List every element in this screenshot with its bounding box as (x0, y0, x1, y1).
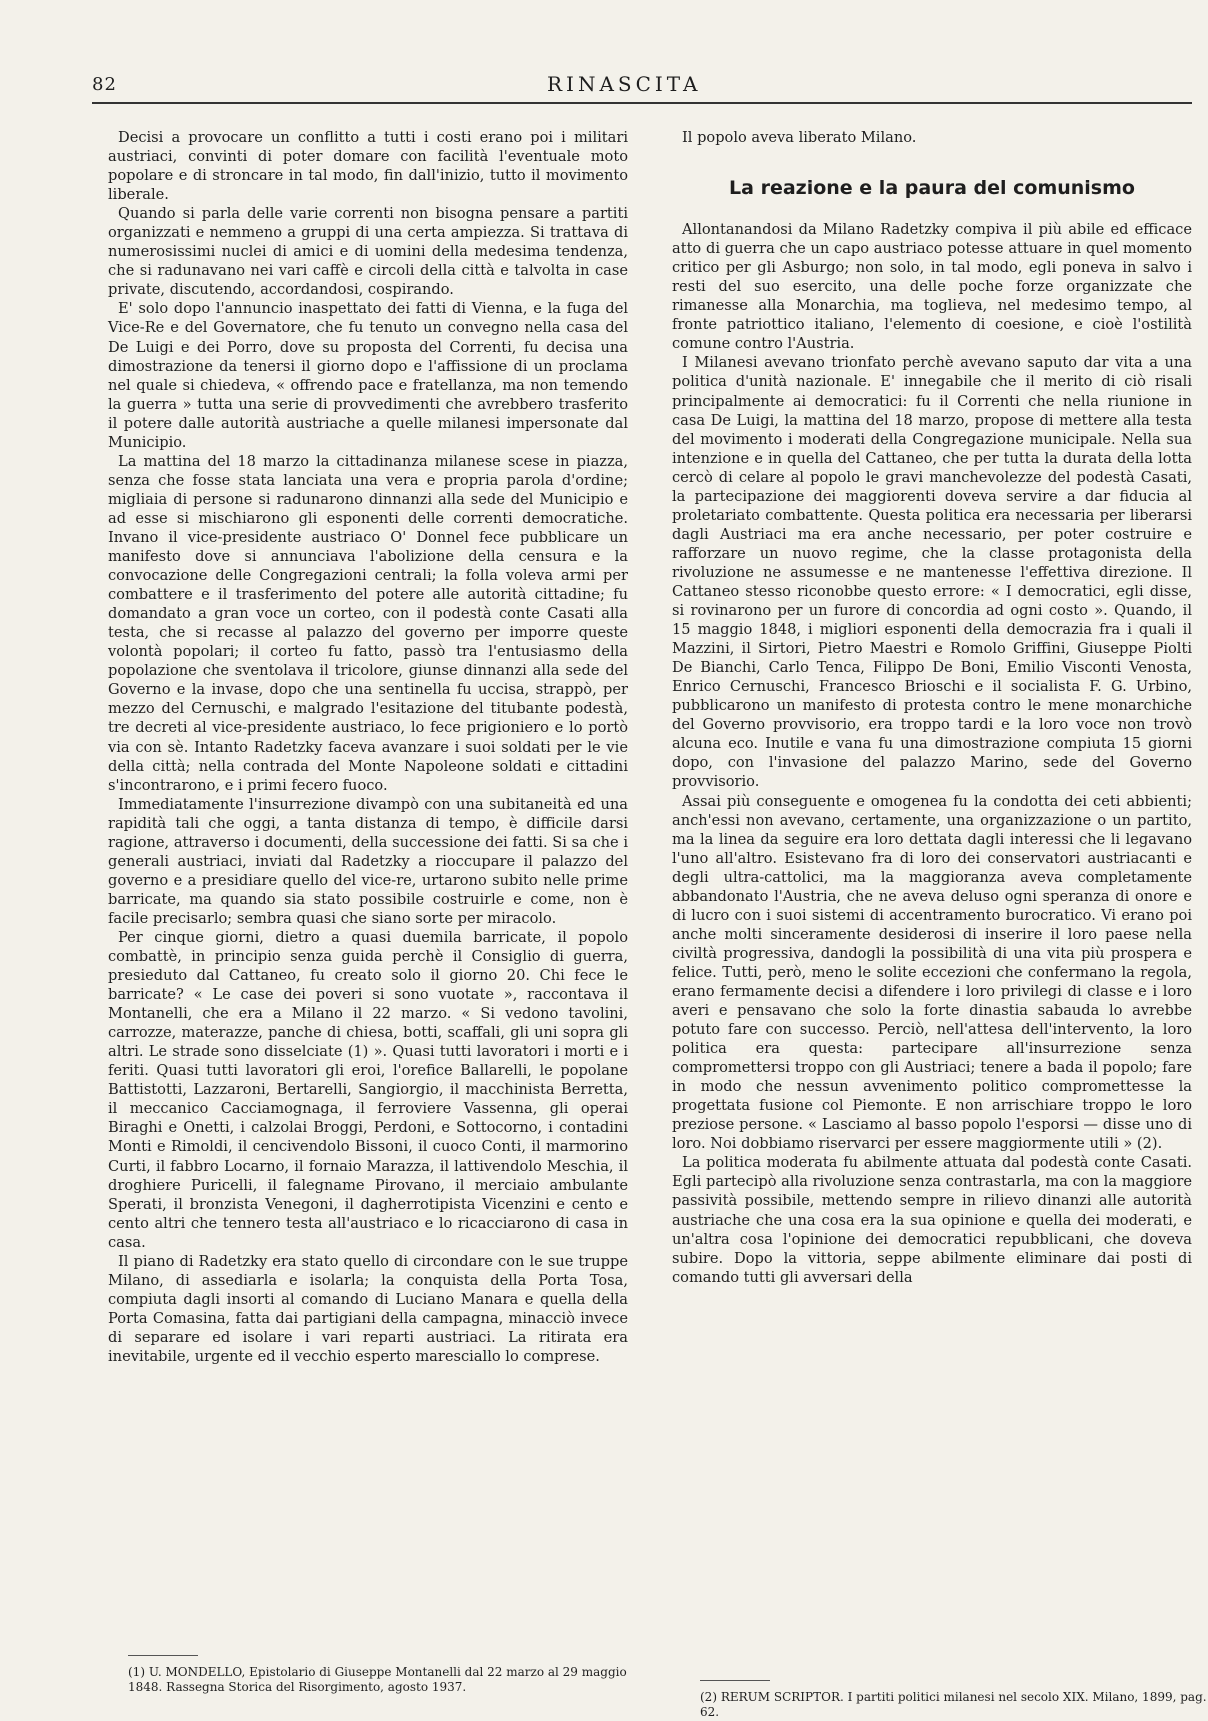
footnote-rule (128, 1655, 198, 1656)
page-header (92, 70, 1192, 100)
paragraph: Assai più conseguente e omogenea fu la condotta dei ceti abbienti; anch'essi non avevano, certamente, una organizzazione o un partito, ma la linea da seguire era loro dettata dagli interessi che li legavano l'uno all'altro. Esistevano fra di loro dei conservatori austriacanti e degli ultra-cattolici, ma la maggioranza aveva completamente abbandonato l'Austria, che ne aveva deluso ogni speranza di onore e di lucro con i suoi sistemi di accentramento burocratico. Vi erano poi anche molti sinceramente desiderosi di inserire il loro paese nella civiltà progressiva, dandogli la possibilità di una vita più prospera e felice. Tutti, però, meno le solite eccezioni che confermano la regola, erano fermamente decisi a difendere i loro privilegi di classe e i loro averi e pensavano che solo la forte dinastia sabauda lo avrebbe potuto fare con successo. Perciò, nell'attesa dell'intervento, la loro politica era questa: partecipare all'insurrezione senza compromettersi troppo con gli Austriaci; tenere a bada il popolo; fare in modo che nessun avvenimento politico compromettesse la progettata fusione col Piemonte. E non arrischiare troppo le loro preziose persone. « Lasciamo al basso popolo l'esporsi — disse uno di loro. Noi dobbiamo riservarci per essere maggiormente utili » (2). (672, 792, 1192, 1153)
paragraph: E' solo dopo l'annuncio inaspettato dei fatti di Vienna, e la fuga del Vice-Re e del Governatore, che fu tenuto un convegno nella casa del De Luigi e dei Porro, dove su proposta del Correnti, fu decisa una dimostrazione da tenersi il giorno dopo e l'affissione di un proclama nel quale si chiedeva, « offrendo pace e fratellanza, ma non temendo la guerra » tutta una serie di provvedimenti che avrebbero trasferito il potere dalle autorità austriache a quelle milanesi impersonate dal Municipio. (108, 300, 628, 451)
paragraph: La politica moderata fu abilmente attuata dal podestà conte Casati. Egli partecipò alla rivoluzione senza contrastarla, ma con la maggiore passività possibile, mettendo sempre in rilievo dinanzi alle autorità austriache che una cosa era la sua opinione e quella dei moderati, e un'altra cosa l'opinione dei democratici repubblicani, che doveva subire. Dopo la vittoria, seppe abilmente eliminare dai posti di comando tutti gli avversari della (672, 1154, 1192, 1286)
paragraph: Per cinque giorni, dietro a quasi duemila barricate, il popolo combattè, in principio senza guida perchè il Consiglio di guerra, presieduto dal Cattaneo, fu creato solo il giorno 20. Chi fece le barricate? « Le case dei poveri si sono vuotate », raccontava il Montanelli, che era a Milano il 22 marzo. « Si vedono tavolini, carrozze, materazze, panche di chiesa, botti, scaffali, gli uni sopra gli altri. Le strade sono disselciate (1) ». Quasi tutti lavoratori i morti e i feriti. Quasi tutti lavoratori gli eroi, l'orefice Ballarelli, le popolane Battistotti, Lazzaroni, Bertarelli, Sangiorgio, il macchinista Berretta, il meccanico Cacciamognaga, il ferroviere Vassenna, gli operai Biraghi e Onetti, i calzolai Broggi, Perdoni, e Sottocorno, i contadini Monti e Rimoldi, il cencivendolo Bissoni, il cuoco Conti, il marmorino Curti, il fabbro Locarno, il fornaio Marazza, il lattivendolo Meschia, il droghiere Puricelli, il falegname Pirovano, il merciaio ambulante Sperati, il bronzista Venegoni, il dagherrotipista Vicenzini e cento e cento altri che tennero testa all'austriaco e lo ricacciarono di casa in casa. (108, 928, 628, 1251)
header-rule (92, 102, 1192, 104)
paragraph: Il piano di Radetzky era stato quello di circondare con le sue truppe Milano, di assediarla e isolarla; la conquista della Porta Tosa, compiuta dagli insorti al comando di Luciano Manara e quella della Porta Comasina, fatta dai partigiani della campagna, minacciò invece di separare ed isolare i vari reparti austriaci. La ritirata era inevitabile, urgente ed il vecchio esperto maresciallo lo comprese. (108, 1252, 628, 1365)
right-column (672, 128, 1192, 1287)
paragraph: Quando si parla delle varie correnti non bisogna pensare a partiti organizzati e nemmeno a gruppi di una certa ampiezza. Si trattava di numerosissimi nuclei di amici e di uomini della medesima tendenza, che si radunavano nei vari caffè e circoli della città e talvolta in case private, discutendo, accordandosi, cospirando. (108, 205, 628, 299)
footnote-rule (700, 1680, 770, 1681)
paragraph: I Milanesi avevano trionfato perchè avevano saputo dar vita a una politica d'unità nazionale. E' innegabile che il merito di ciò risali principalmente ai democratici: fu il Correnti che nella riunione in casa De Luigi, la mattina del 18 marzo, propose di mettere alla testa del movimento i moderati della Congregazione municipale. Nella sua intenzione e in quella del Cattaneo, che per tutta la durata della lotta cercò di celare al popolo le gravi manchevolezze del podestà Casati, la partecipazione dei maggiorenti doveva servire a dar fiducia al proletariato combattente. Questa politica era necessaria per liberarsi dagli Austriaci ma era anche necessario, per poter costruire e rafforzare un nuovo regime, che la classe protagonista della rivoluzione ne assumesse e ne mantenesse l'effettiva direzione. Il Cattaneo stesso riconobbe questo errore: « I democratici, egli disse, si rovinarono per un furore di concordia ad ogni costo ». Quando, il 15 maggio 1848, i migliori esponenti della democrazia fra i quali il Mazzini, il Sirtori, Pietro Maestri e Romolo Griffini, Giuseppe Piolti De Bianchi, Carlo Tenca, Filippo De Boni, Emilio Visconti Venosta, Enrico Cernuschi, Francesco Brioschi e il socialista F. G. Urbino, pubblicarono un manifesto di protesta contro le mene monarchiche del Governo provvisorio, era troppo tardi e la loro voce non trovò alcuna eco. Inutile e vana fu una dimostrazione compiuta 15 giorni dopo, con l'invasione del palazzo Marino, sede del Governo provvisorio. (672, 354, 1192, 791)
paragraph: Il popolo aveva liberato Milano. (682, 129, 917, 146)
journal-title: RINASCITA (547, 72, 702, 96)
paragraph: Allontanandosi da Milano Radetzky compiva il più abile ed efficace atto di guerra che un capo austriaco potesse attuare in quel momento critico per gli Asburgo; non solo, in tal modo, egli poneva in salvo i resti del suo esercito, una delle poche forze organizzate che rimanesse alla Monarchia, ma toglieva, nel medesimo tempo, al fronte patriottico italiano, l'elemento di coesione, e cioè l'ostilità comune contro l'Austria. (672, 221, 1192, 353)
left-column (108, 128, 628, 1366)
paragraph: Immediatamente l'insurrezione divampò con una subitaneità ed una rapidità tali che oggi, a tanta distanza di tempo, è difficile darsi ragione, attraverso i documenti, della successione dei fatti. Si sa che i generali austriaci, inviati dal Radetzky a rioccupare il palazzo del governo e a presidiare quello del vice-re, urtarono subito nelle prime barricate, ma quando sia stato possibile costruirle e come, non è facile precisarlo; sembra quasi che siano sorte per miracolo. (108, 795, 628, 927)
footnote: (2) RERUM SCRIPTOR. I partiti politici milanesi nel secolo XIX. Milano, 1899, pag. 62. (700, 1690, 1207, 1719)
page-number: 82 (92, 74, 117, 95)
paragraph: La mattina del 18 marzo la cittadinanza milanese scese in piazza, senza che fosse stata lanciata una vera e propria parola d'ordine; migliaia di persone si radunarono dinnanzi alla sede del Municipio e ad esse si mischiarono gli esponenti delle correnti democratiche. Invano il vice-presidente austriaco O' Donnel fece pubblicare un manifesto dove si annunciava l'abolizione della censura e la convocazione delle Congregazioni centrali; la folla voleva armi per combattere e il trasferimento del potere alle autorità cittadine; fu domandato a gran voce un corteo, con il podestà conte Casati alla testa, che si recasse al palazzo del governo per imporre queste volontà popolari; il corteo fu fatto, passò tra l'entusiasmo della popolazione che sventolava il tricolore, giunse dinnanzi alla sede del Governo e la invase, dopo che una sentinella fu uccisa, strappò, per mezzo del Cernuschi, e malgrado l'esitazione del titubante podestà, tre decreti al vice-presidente austriaco, lo fece prigioniero e lo portò via con sè. Intanto Radetzky faceva avanzare i suoi soldati per le vie della città; nella contrada del Monte Napoleone soldati e cittadini s'incontrarono, e i primi fecero fuoco. (108, 452, 628, 794)
footnote: (1) U. MONDELLO, Epistolario di Giuseppe Montanelli dal 22 marzo al 29 maggio 1848. Rassegna Storica del Risorgimento, agosto 1937. (128, 1665, 627, 1694)
section-heading: La reazione e la paura del comunismo (729, 177, 1135, 200)
paragraph: Decisi a provocare un conflitto a tutti i costi erano poi i militari austriaci, convinti di poter domare con facilità l'eventuale moto popolare e di stroncare in tal modo, fin dall'inizio, tutto il movimento liberale. (108, 129, 628, 204)
